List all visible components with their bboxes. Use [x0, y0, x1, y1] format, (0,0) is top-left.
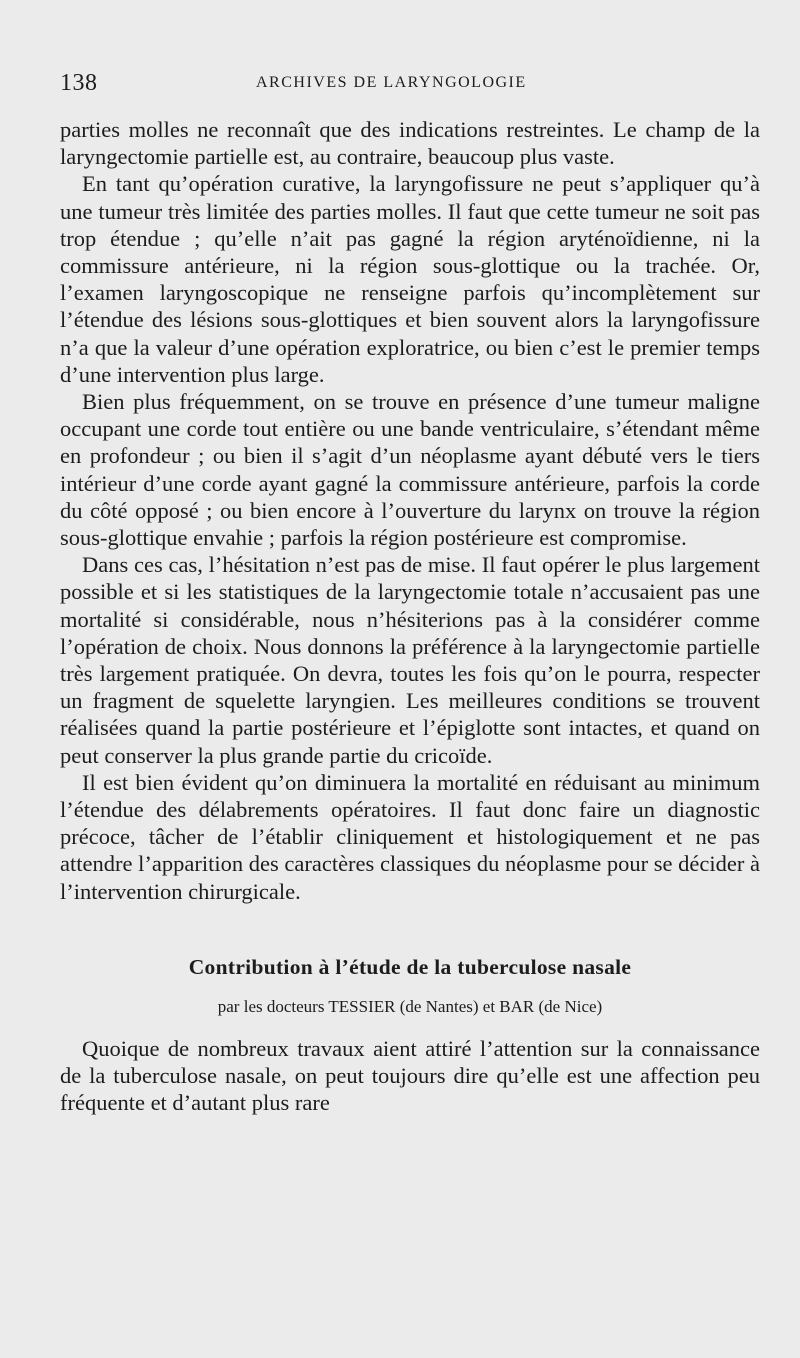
paragraph: Dans ces cas, l’hésitation n’est pas de mise. Il faut opérer le plus largement possible et si les statistiques de la laryngectomie totale n’accusaient pas une mortalité si considérable, nous n’hésiterions pas à la considérer comme l’opération de choix. Nous donnons la préférence à la laryngectomie partielle très largement pratiquée. On devra, toutes les fois qu’on le pourra, respecter un fragment de squelette laryngien. Les meilleures conditions se trouvent réalisées quand la partie postérieure et l’épiglotte sont intactes, et quand on peut conserver la plus grande partie du cricoïde. — [60, 552, 760, 768]
article-byline: par les docteurs TESSIER (de Nantes) et BAR (de Nice) — [217, 996, 603, 1016]
paragraph: Bien plus fréquemment, on se trouve en présence d’une tumeur maligne occupant une corde tout entière ou une bande ventriculaire, s’étendant même en profondeur ; ou bien il s’agit d’un néoplasme ayant débuté vers le tiers intérieur d’une corde ayant gagné la commissure antérieure, parfois la corde du côté opposé ; ou bien encore à l’ouverture du larynx on trouve la région sous-glottique envahie ; parfois la région postérieure est compromise. — [60, 389, 760, 551]
journal-title: ARCHIVES DE LARYNGOLOGIE — [256, 74, 527, 91]
paragraph: Il est bien évident qu’on diminuera la mortalité en réduisant au minimum l’étendue des délabrements opératoires. Il faut donc faire un diagnostic précoce, tâcher de l’établir cliniquement et histologiquement et ne pas attendre l’apparition des caractères classiques du néoplasme pour se décider à l’intervention chirurgicale. — [60, 769, 760, 904]
paragraph: parties molles ne reconnaît que des indications restreintes. Le champ de la laryngectomie partielle est, au contraire, beaucoup plus vaste. — [60, 117, 760, 170]
body-text — [60, 116, 760, 1117]
paragraph: En tant qu’opération curative, la laryngofissure ne peut s’appliquer qu’à une tumeur très limitée des parties molles. Il faut que cette tumeur ne soit pas trop étendue ; qu’elle n’ait pas gagné la région aryténoïdienne, ni la commissure antérieure, ni la région sous-glottique ou la trachée. Or, l’examen laryngoscopique ne renseigne parfois qu’incomplètement sur l’étendue des lésions sous-glottiques et bien souvent alors la laryngofissure n’a que la valeur d’une opération exploratrice, ou bien c’est le premier temps d’une intervention plus large. — [60, 171, 760, 387]
paragraph: Quoique de nombreux travaux aient attiré l’attention sur la connaissance de la tuberculose nasale, on peut toujours dire qu’elle est une affection peu fréquente et d’autant plus rare — [60, 1035, 760, 1116]
running-header — [60, 70, 760, 102]
page-number: 138 — [60, 70, 98, 96]
article-title: Contribution à l’étude de la tuberculose nasale — [188, 954, 632, 979]
